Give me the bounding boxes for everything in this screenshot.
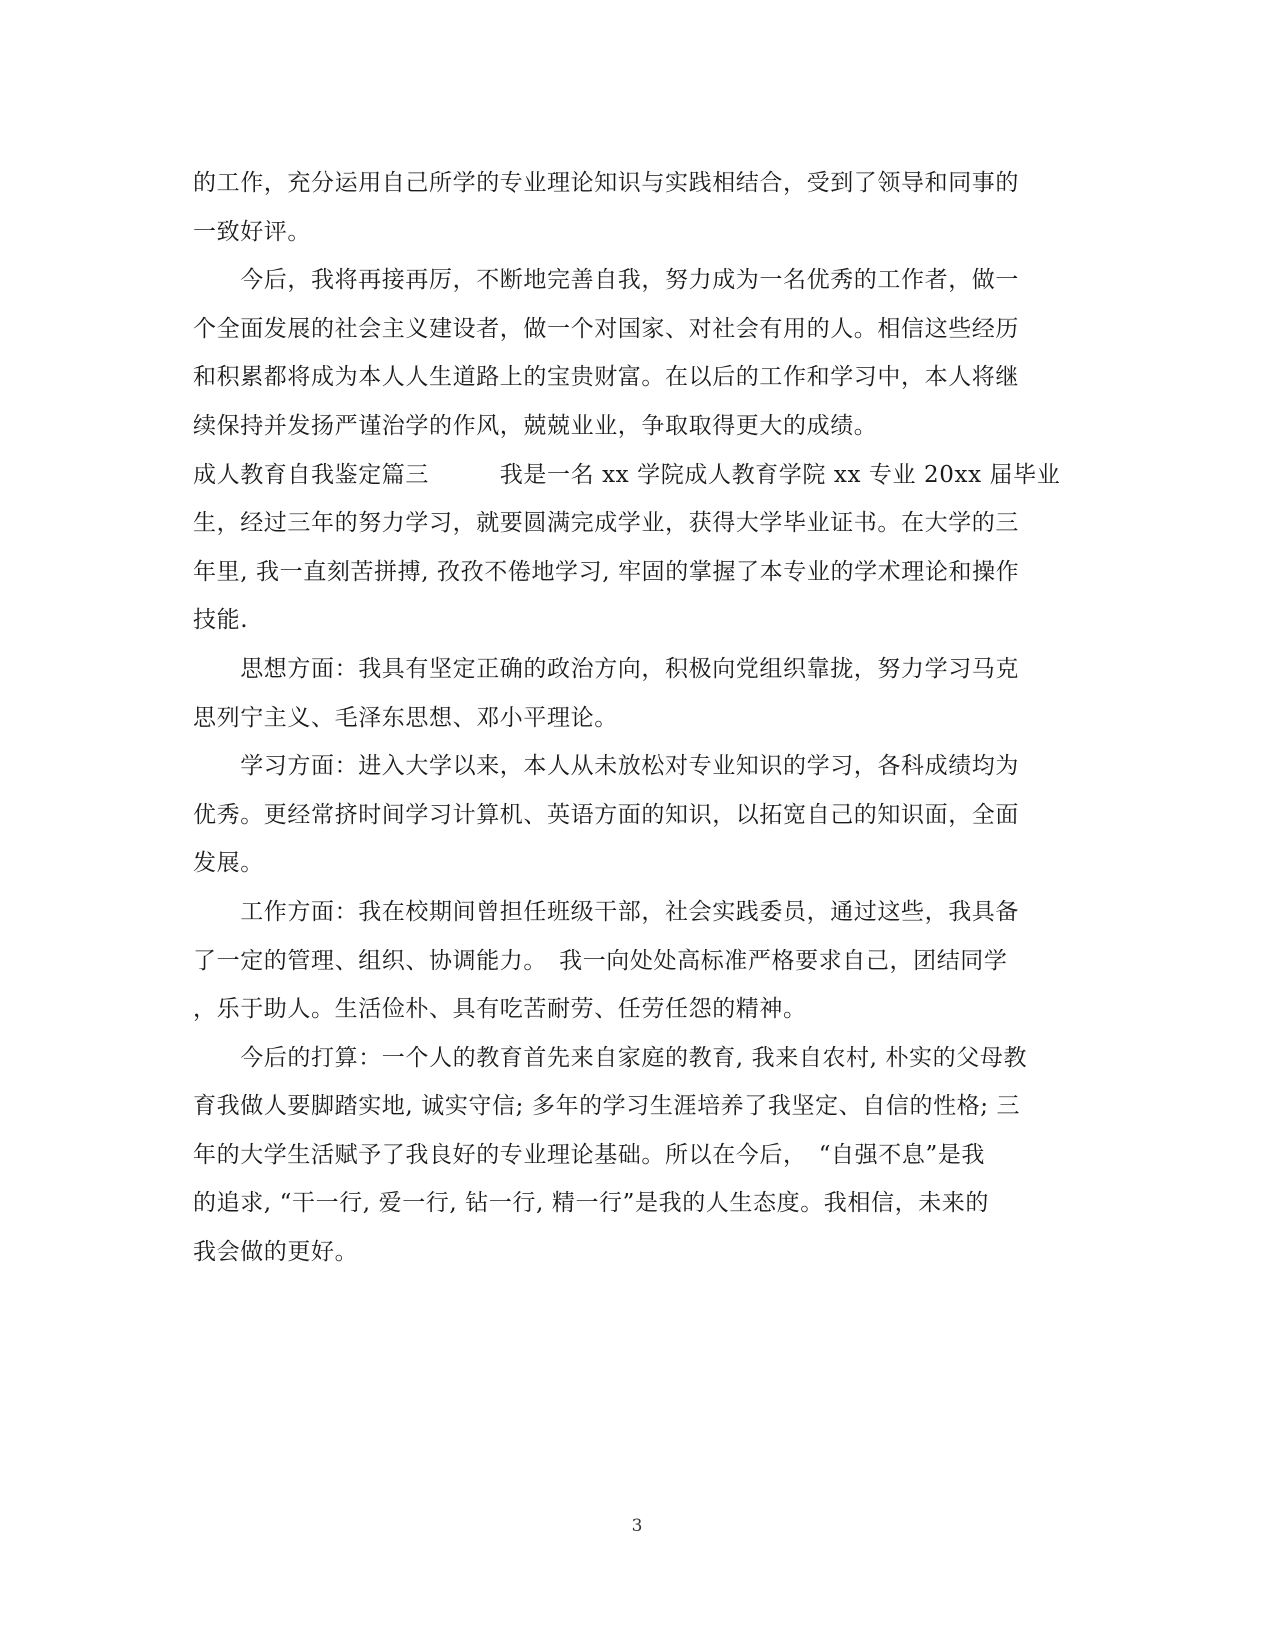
text-line: 工作方面：我在校期间曾担任班级干部，社会实践委员，通过这些，我具备 bbox=[193, 898, 1019, 925]
text-line: 的工作，充分运用自己所学的专业理论知识与实践相结合，受到了领导和同事的 bbox=[193, 170, 1019, 196]
page-number: 3 bbox=[631, 1516, 643, 1536]
text-line: 我会做的更好。 bbox=[193, 1239, 359, 1266]
text-line: 技能. bbox=[193, 607, 249, 634]
text-line: 发展。 bbox=[193, 850, 264, 877]
text-line: 年里, 我一直刻苦拼搏, 孜孜不倦地学习, 牢固的掌握了本专业的学术理论和操作 bbox=[193, 558, 1020, 585]
text-line: 学习方面：进入大学以来，本人从未放松对专业知识的学习，各科成绩均为 bbox=[193, 753, 1019, 780]
text-line: 续保持并发扬严谨治学的作风，兢兢业业，争取取得更大的成绩。 bbox=[193, 412, 878, 439]
text-line: 今后，我将再接再厉，不断地完善自我，努力成为一名优秀的工作者，做一 bbox=[193, 267, 1019, 294]
text-line: 今后的打算：一个人的教育首先来自家庭的教育, 我来自农村, 朴实的父母教 bbox=[193, 1044, 1028, 1071]
text-line: 的追求, “干一行, 爱一行, 钻一行, 精一行”是我的人生态度。我相信，未来的 bbox=[193, 1190, 990, 1217]
section-heading-line: 成人教育自我鉴定篇三 我是一名 xx 学院成人教育学院 xx 专业 20xx 届毕业 bbox=[193, 461, 1061, 488]
text-line: 思列宁主义、毛泽东思想、邓小平理论。 bbox=[193, 704, 618, 731]
text-line: ，乐于助人。生活俭朴、具有吃苦耐劳、任劳任怨的精神。 bbox=[193, 996, 807, 1023]
text-line: 优秀。更经常挤时间学习计算机、英语方面的知识，以拓宽自己的知识面，全面 bbox=[193, 801, 1019, 828]
text-line: 育我做人要脚踏实地, 诚实守信; 多年的学习生涯培养了我坚定、自信的性格; 三 bbox=[193, 1093, 1021, 1120]
text-line: 年的大学生活赋予了我良好的专业理论基础。所以在今后， “自强不息”是我 bbox=[193, 1141, 986, 1168]
text-line: 和积累都将成为本人人生道路上的宝贵财富。在以后的工作和学习中，本人将继 bbox=[193, 364, 1019, 391]
text-line: 了一定的管理、组织、协调能力。 我一向处处高标准严格要求自己，团结同学 bbox=[193, 947, 1008, 974]
text-line: 思想方面：我具有坚定正确的政治方向，积极向党组织靠拢，努力学习马克 bbox=[193, 655, 1019, 682]
text-line: 一致好评。 bbox=[193, 218, 311, 245]
text-line: 生，经过三年的努力学习，就要圆满完成学业，获得大学毕业证书。在大学的三 bbox=[193, 510, 1019, 537]
text-line: 个全面发展的社会主义建设者，做一个对国家、对社会有用的人。相信这些经历 bbox=[193, 315, 1019, 342]
body-text bbox=[193, 159, 1073, 1277]
